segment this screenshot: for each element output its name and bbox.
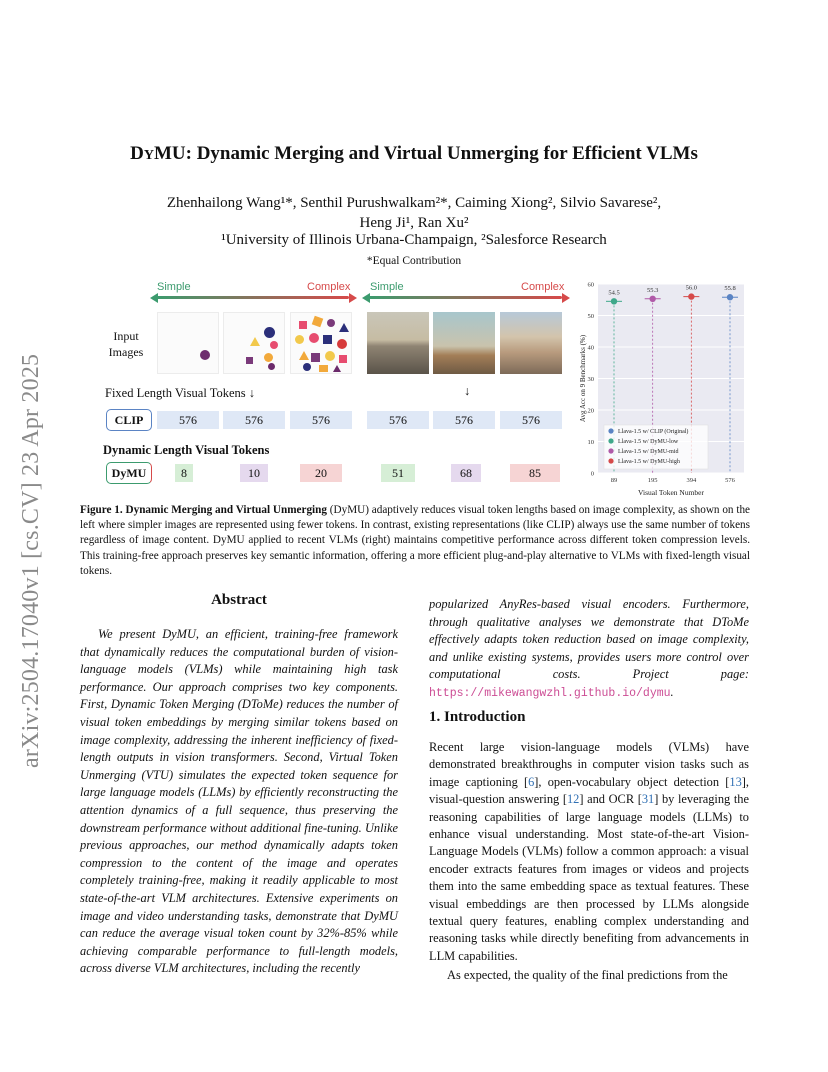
circle-shape xyxy=(264,327,275,338)
data-point xyxy=(688,293,694,299)
square-shape xyxy=(312,316,324,328)
square-shape xyxy=(311,353,320,362)
abstract-heading: Abstract xyxy=(211,592,267,608)
legend-marker xyxy=(608,438,613,443)
input-images-label-line-1: Input xyxy=(113,329,139,343)
intro-text-b: ], open-vocabulary object detection [ xyxy=(534,774,730,789)
dymu-token-cell: 68 xyxy=(451,464,481,482)
arxiv-stamp: arXiv:2504.17040v1 [cs.CV] 23 Apr 2025 xyxy=(18,353,44,768)
citation-link[interactable]: 13 xyxy=(729,774,742,789)
legend-label: Llava-1.5 w/ DyMU-low xyxy=(618,439,679,445)
dymu-token-cell: 8 xyxy=(175,464,193,482)
paper-title xyxy=(0,143,828,165)
input-photo-street xyxy=(500,312,562,374)
abstract-body xyxy=(80,626,398,978)
circle-shape xyxy=(268,363,275,370)
introduction-heading: 1. Introduction xyxy=(429,709,526,725)
triangle-shape xyxy=(299,351,309,360)
square-shape xyxy=(246,357,253,364)
data-label: 56.0 xyxy=(685,284,698,292)
input-image-simple xyxy=(157,312,219,374)
intro-paragraph-1 xyxy=(429,739,749,965)
circle-shape xyxy=(264,353,273,362)
introduction-body xyxy=(429,739,749,985)
equal-contribution-note: *Equal Contribution xyxy=(366,255,462,267)
data-point xyxy=(727,294,733,300)
square-shape xyxy=(299,321,307,329)
clip-token-cell: 576 xyxy=(367,411,429,429)
authors-line-1: Zhenhailong Wang¹*, Senthil Purushwalkam²*, Caiming Xiong², Silvio Savarese², xyxy=(166,195,662,211)
intro-text-a: Recent large vision-language models (VLMs) have demonstrated breakthroughs in computer vision tasks such as image captioning [ xyxy=(429,740,749,789)
dymu-token-cell: 10 xyxy=(240,464,268,482)
abstract-continuation xyxy=(429,596,749,703)
citation-link[interactable]: 12 xyxy=(566,792,580,807)
input-photo-road xyxy=(367,312,429,374)
title-small-caps: Y xyxy=(143,148,154,163)
caption-bold-title: Dynamic Merging and Virtual Unmerging xyxy=(125,504,327,516)
y-tick-label: 20 xyxy=(587,407,594,415)
input-image-medium xyxy=(223,312,285,374)
circle-shape xyxy=(295,335,304,344)
arrow-right-icon xyxy=(562,293,570,303)
data-label: 55.8 xyxy=(724,285,736,293)
title-head: D xyxy=(130,143,144,164)
dymu-token-cell: 85 xyxy=(510,464,560,482)
title-rest: MU: Dynamic Merging and Virtual Unmerging for Efficient VLMs xyxy=(153,143,698,164)
data-label: 54.5 xyxy=(608,289,620,297)
data-point xyxy=(649,296,655,302)
clip-token-cell: 576 xyxy=(500,411,562,429)
circle-shape xyxy=(303,363,311,371)
x-axis-label: Visual Token Number xyxy=(638,488,704,497)
y-axis-label: Avg Acc on 9 Benchmarks (%) xyxy=(579,334,587,423)
complex-label-1: Complex xyxy=(307,281,351,293)
y-tick-label: 0 xyxy=(590,470,594,478)
down-arrow-icon: ↓ xyxy=(464,384,471,398)
circle-shape xyxy=(270,341,278,349)
arrow-right-icon xyxy=(349,293,357,303)
input-images-label xyxy=(106,328,146,360)
legend-label: Llava-1.5 w/ CLIP (Original) xyxy=(618,429,689,435)
citation-link[interactable]: 6 xyxy=(528,774,535,789)
data-label: 55.3 xyxy=(646,286,659,294)
square-shape xyxy=(339,355,347,363)
circle-shape xyxy=(200,350,210,360)
x-tick-label: 89 xyxy=(610,477,618,484)
y-tick-label: 30 xyxy=(587,376,594,383)
clip-label: CLIP xyxy=(106,409,152,431)
input-image-complex xyxy=(290,312,352,374)
simple-label-2: Simple xyxy=(370,281,404,293)
clip-token-cell: 576 xyxy=(157,411,219,429)
abstract-continuation-text: popularized AnyRes-based visual encoders. Furthermore, through qualitative analyses we demonstrate that DToMe effectively adapts token reduction based on image complexity, and unlike existing systems, provides users more control over computational costs. Project page: xyxy=(429,597,749,682)
figure-caption xyxy=(80,503,750,579)
data-point xyxy=(611,298,617,304)
complexity-bar-2 xyxy=(368,296,562,299)
legend-label: Llava-1.5 w/ DyMU-high xyxy=(618,459,680,465)
accuracy-chart xyxy=(578,276,750,502)
citation-link[interactable]: 31 xyxy=(641,792,655,807)
legend-marker xyxy=(608,458,613,463)
x-tick-label: 576 xyxy=(725,477,735,484)
caption-label: Figure 1. xyxy=(80,504,123,516)
square-shape xyxy=(319,365,328,372)
clip-token-cell: 576 xyxy=(433,411,495,429)
abstract-end: . xyxy=(670,684,674,699)
y-tick-label: 40 xyxy=(587,344,594,352)
simple-label-1: Simple xyxy=(157,281,191,293)
intro-text-c: ], visual-question answering [ xyxy=(429,774,749,807)
input-photo-house xyxy=(433,312,495,374)
circle-shape xyxy=(309,333,319,343)
y-tick-label: 10 xyxy=(587,439,594,446)
circle-shape xyxy=(325,351,335,361)
square-shape xyxy=(323,335,332,344)
dynamic-length-label: Dynamic Length Visual Tokens xyxy=(103,443,270,457)
project-page-link[interactable]: https://mikewangwzhl.github.io/dymu xyxy=(429,686,671,700)
legend-marker xyxy=(608,428,613,433)
input-images-label-line-2: Images xyxy=(108,345,144,359)
intro-text-d: ] and OCR [ xyxy=(579,792,642,807)
y-tick-label: 60 xyxy=(587,281,594,289)
triangle-shape xyxy=(250,337,260,346)
legend-marker xyxy=(608,448,613,453)
legend-label: Llava-1.5 w/ DyMU-mid xyxy=(618,449,679,455)
dymu-token-cell: 51 xyxy=(381,464,415,482)
triangle-shape xyxy=(333,365,341,372)
complex-label-2: Complex xyxy=(521,281,565,293)
fixed-length-label: Fixed Length Visual Tokens ↓ xyxy=(105,386,255,400)
triangle-shape xyxy=(339,323,349,332)
circle-shape xyxy=(337,339,347,349)
caption-text: (DyMU) adaptively reduces visual token lengths based on image complexity, as shown on the left where simpler images are represented using fewer tokens. In contrast, existing representations (like CLIP) always use the same number of tokens regardless of image content. DyMU applied to recent VLMs (right) maintains competitive performance across different token compression levels. This training-free approach preserves key semantic information, offering a more efficient plug-and-play alternative to VLMs with fixed-length visual tokens. xyxy=(80,504,751,577)
x-tick-label: 195 xyxy=(647,477,658,484)
authors xyxy=(100,193,728,233)
y-tick-label: 50 xyxy=(587,313,594,320)
authors-line-2: Heng Ji¹, Ran Xu² xyxy=(359,215,469,231)
dymu-label: DyMU xyxy=(106,462,152,484)
affiliations: ¹University of Illinois Urbana-Champaign, ²Salesforce Research xyxy=(221,232,607,248)
clip-token-cell: 576 xyxy=(223,411,285,429)
abstract-paragraph: We present DyMU, an efficient, training-free framework that dynamically reduces the computational burden of vision-language models (VLMs) while maintaining high task performance. Our approach comprises two key components. First, Dynamic Token Merging (DToMe) reduces the number of visual token embeddings by merging similar tokens based on image complexity, addressing the inherent inefficiency of fixed-length outputs in vision transformers. Second, Virtual Token Unmerging (VTU) simulates the expected token sequence for large language models (LLMs) by efficiently reconstructing the attention dynamics of a full sequence, thus preserving the downstream performance without additional fine-tuning. Unlike previous approaches, our method dynamically adapts token compression to the content of the image and operates completely training-free, making it readily applicable to most state-of-the-art VLM architectures. Extensive experiments on image and video understanding tasks, demonstrate that DyMU can reduce the average visual token count by 32%-85% while achieving comparable performance to full-length models, across diverse VLM architectures, including the recently xyxy=(80,627,398,976)
circle-shape xyxy=(327,319,335,327)
clip-token-cell: 576 xyxy=(290,411,352,429)
complexity-bar-1 xyxy=(156,296,349,299)
intro-text-e: ] by leveraging the reasoning capabilities of large language models (LLMs) to enhance visual understanding. Most state-of-the-art Vision-Language Models (VLMs) follow a common approach: a visual encoder extracts features from images or videos and projects them into the same embedding space as textual features. These visual embeddings are then processed by LLMs alongside textual query features, enabling complex understanding and reasoning tasks while directly benefiting from advancements in LLM capabilities. xyxy=(429,792,749,963)
x-tick-label: 394 xyxy=(686,477,697,484)
dymu-token-cell: 20 xyxy=(300,464,342,482)
intro-paragraph-2: As expected, the quality of the final predictions from the xyxy=(447,968,728,983)
